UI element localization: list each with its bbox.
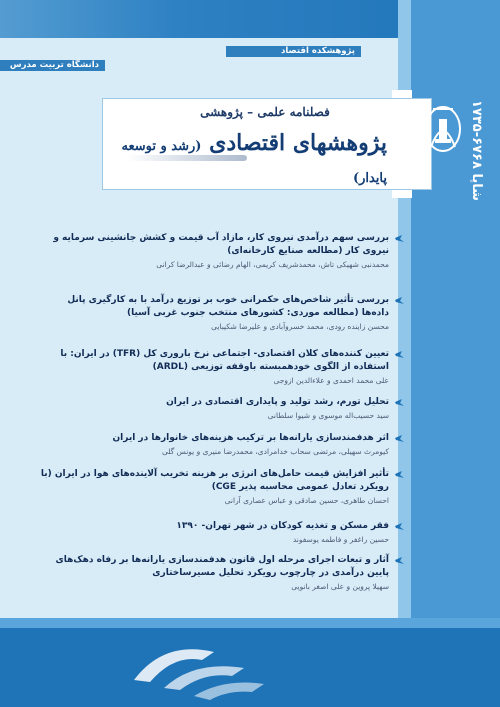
article-title — [40, 396, 405, 409]
leaf-bullet-icon — [394, 521, 405, 532]
article-title-text: فقر مسکن و تغذیه کودکان در شهر تهران- ۱۳۹۰ — [176, 521, 389, 531]
article-authors: کیومرث سهیلی، مرتضی سحاب خدامرادی، محمدرضا منیری و یونس گلی — [161, 447, 389, 456]
article-authors: احسان طاهری، حسین صادقی و عباس عصاری آرانی — [224, 496, 389, 505]
list-item — [40, 396, 405, 421]
journal-title-text: پژوهشهای اقتصادی — [209, 130, 387, 156]
list-item — [40, 468, 405, 506]
list-item — [40, 432, 405, 457]
university-name: دانشگاه تربیت مدرس — [0, 60, 105, 71]
article-title-text: آثار و تبعات اجرای مرحله اول قانون هدفمندسازی یارانه‌ها بر رفاه دهک‌های پایین درآمدی در چارچوب رویکرد تحلیل مسیرساختاری — [55, 555, 389, 578]
leaf-bullet-icon — [394, 349, 405, 360]
institute-name: پژوهشکده اقتصاد — [226, 46, 361, 57]
article-title-text: تعیین کننده‌های کلان اقتصادی- اجتماعی نرخ باروری کل (TFR) در ایران: با استفاده از الگوی خودهمبسته باوقفه توزیعی (ARDL) — [60, 349, 389, 372]
article-authors: محسن زاینده رودی، محمد خسروآبادی و علیرضا شکیبایی — [211, 322, 389, 331]
article-title-text: تأثیر افزایش قیمت حامل‌های انرژی بر هزینه تخریب آلاینده‌های هوا در ایران (با رویکرد تعادل عمومی محاسبه پذیر CGE) — [40, 469, 389, 492]
article-authors: سید حسیب‌اله موسوی و شیوا سلطانی — [267, 411, 389, 420]
list-item — [40, 348, 405, 386]
leaf-bullet-icon — [394, 555, 405, 566]
leaf-bullet-icon — [394, 295, 405, 306]
article-title — [40, 468, 405, 494]
leaf-bullet-icon — [394, 233, 405, 244]
article-title-text: بررسی تأثیر شاخص‌های حکمرانی خوب بر توزیع درآمد با به کارگیری پانل داده‌ها (مطالعه موردی: کشورهای منتخب جنوب غربی آسیا) — [67, 295, 389, 318]
article-title — [40, 432, 405, 445]
article-authors: سهیلا پروین و علی اصغر بانویی — [291, 582, 389, 591]
article-title-text: بررسی سهم درآمدی نیروی کار، مازاد آب قیمت و کشش جانشینی سرمایه و نیروی کار (مطالعه صنایع کارخانه‌ای) — [53, 233, 389, 256]
title-box — [102, 98, 432, 190]
list-item — [40, 294, 405, 332]
journal-title-paren: (رشد و توسعه پایدار) — [121, 139, 387, 186]
article-title — [40, 232, 405, 258]
list-item — [40, 232, 405, 270]
journal-title — [117, 129, 387, 193]
article-title — [40, 348, 405, 374]
leaf-bullet-icon — [394, 469, 405, 480]
article-title — [40, 294, 405, 320]
leaf-bullet-icon — [394, 397, 405, 408]
article-title — [40, 520, 405, 533]
article-title — [40, 554, 405, 580]
list-item — [40, 554, 405, 592]
article-title-text: تحلیل تورم، رشد تولید و پایداری اقتصادی در ایران — [166, 397, 389, 407]
leaf-bullet-icon — [394, 433, 405, 444]
institute-plaque — [9, 42, 401, 82]
article-authors: حسین راغفر و فاطمه یوسفوند — [292, 535, 389, 544]
article-authors: محمدنبی شهیکی تاش، محمدشریف کریمی، الهام رضائی و عبدالرضا کرانی — [156, 260, 389, 269]
article-title-text: اثر هدفمندسازی یارانه‌ها بر ترکیب هزینه‌های خانوارها در ایران — [112, 433, 389, 443]
journal-logo-icon — [124, 630, 274, 706]
journal-subtitle: فصلنامه علمی – پژوهشی — [200, 105, 330, 119]
issn-number: شاپا ۶۷۶۸-۱۷۳۵ — [469, 100, 484, 201]
article-authors: علی محمد احمدی و علاءالدین ازوجی — [273, 376, 389, 385]
list-item — [40, 520, 405, 545]
